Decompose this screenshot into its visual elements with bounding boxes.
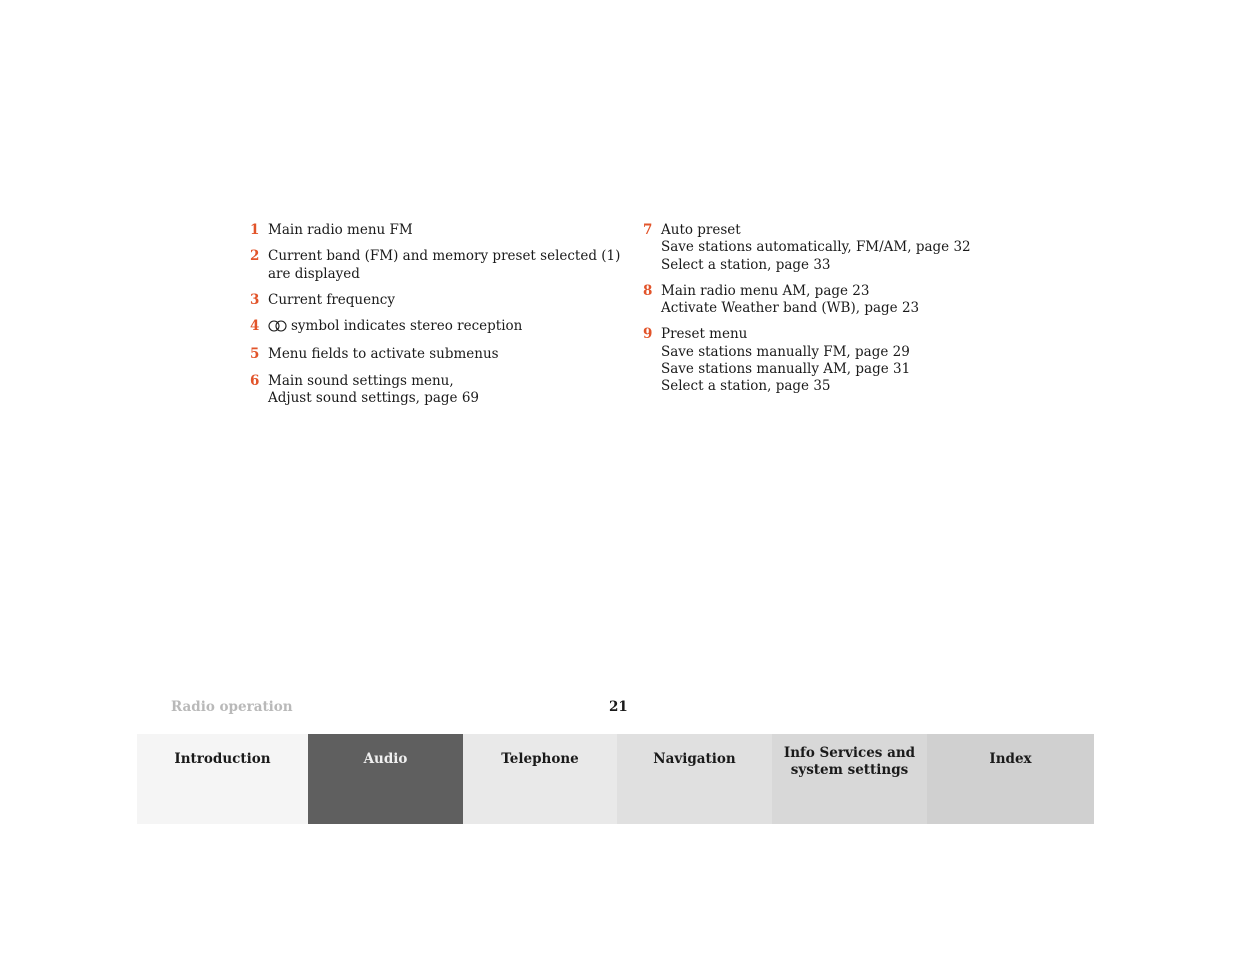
legend-item-number: 6: [250, 372, 260, 389]
legend-item-text: Select a station, page 33: [661, 256, 831, 273]
tab-audio[interactable]: [308, 734, 463, 824]
tab-info-services[interactable]: [772, 734, 927, 824]
legend-right-column: [643, 222, 1003, 405]
legend-item-text: Save stations automatically, FM/AM, page 32: [661, 239, 971, 256]
tab-label: Telephone: [501, 751, 579, 767]
legend-item-6: [250, 373, 620, 408]
legend-item-number: 7: [643, 222, 653, 238]
legend-item-text: Save stations manually AM, page 31: [661, 361, 911, 378]
tab-introduction[interactable]: [137, 734, 308, 824]
legend-item-8: [643, 283, 1003, 318]
legend-item-text: Main radio menu FM: [268, 222, 413, 238]
legend-item-text: are displayed: [268, 265, 360, 282]
legend-item-1: [250, 222, 620, 239]
legend-item-number: 9: [643, 326, 653, 343]
legend-item-number: 8: [643, 282, 653, 299]
tab-navigation[interactable]: [617, 734, 772, 824]
legend-item-text: Adjust sound settings, page 69: [268, 390, 480, 407]
legend-item-4: [250, 318, 620, 337]
page-number: 21: [609, 699, 628, 715]
legend-item-number: 4: [250, 318, 260, 335]
legend-item-number: 3: [250, 291, 260, 308]
chapter-nav: [137, 734, 1094, 824]
footer-section-title: Radio operation: [171, 699, 293, 715]
stereo-icon: [268, 320, 287, 337]
legend-item-text: Auto preset: [661, 222, 741, 238]
legend-item-2: [250, 248, 620, 283]
legend-item-5: [250, 346, 620, 363]
legend-item-number: 2: [250, 248, 260, 265]
tab-label: Introduction: [174, 751, 271, 767]
legend-item-text: Activate Weather band (WB), page 23: [661, 300, 920, 317]
tab-label: Index: [989, 751, 1032, 767]
tab-telephone[interactable]: [463, 734, 617, 824]
tab-label: Navigation: [653, 751, 736, 767]
legend-item-9: [643, 326, 1003, 395]
tab-label: Audio: [363, 751, 408, 767]
legend-item-text: symbol indicates stereo reception: [291, 318, 523, 335]
legend-item-text: Current band (FM) and memory preset selected (1): [268, 248, 621, 265]
legend-left-column: [250, 222, 620, 416]
legend-item-text: Current frequency: [268, 291, 395, 308]
legend-item-3: [250, 292, 620, 309]
legend-item-7: [643, 222, 1003, 274]
legend-item-text: Select a station, page 35: [661, 378, 831, 395]
legend-item-text: Save stations manually FM, page 29: [661, 343, 910, 360]
legend-item-text: Menu fields to activate submenus: [268, 346, 499, 363]
legend-item-number: 1: [250, 222, 260, 238]
legend-item-text: Main sound settings menu,: [268, 372, 454, 389]
tab-label: system settings: [790, 762, 909, 778]
tab-index[interactable]: [927, 734, 1094, 824]
legend-item-number: 5: [250, 346, 260, 363]
tab-label: Info Services and: [783, 745, 916, 761]
legend-item-text: Preset menu: [661, 326, 748, 343]
legend-item-text: Main radio menu AM, page 23: [661, 282, 870, 299]
